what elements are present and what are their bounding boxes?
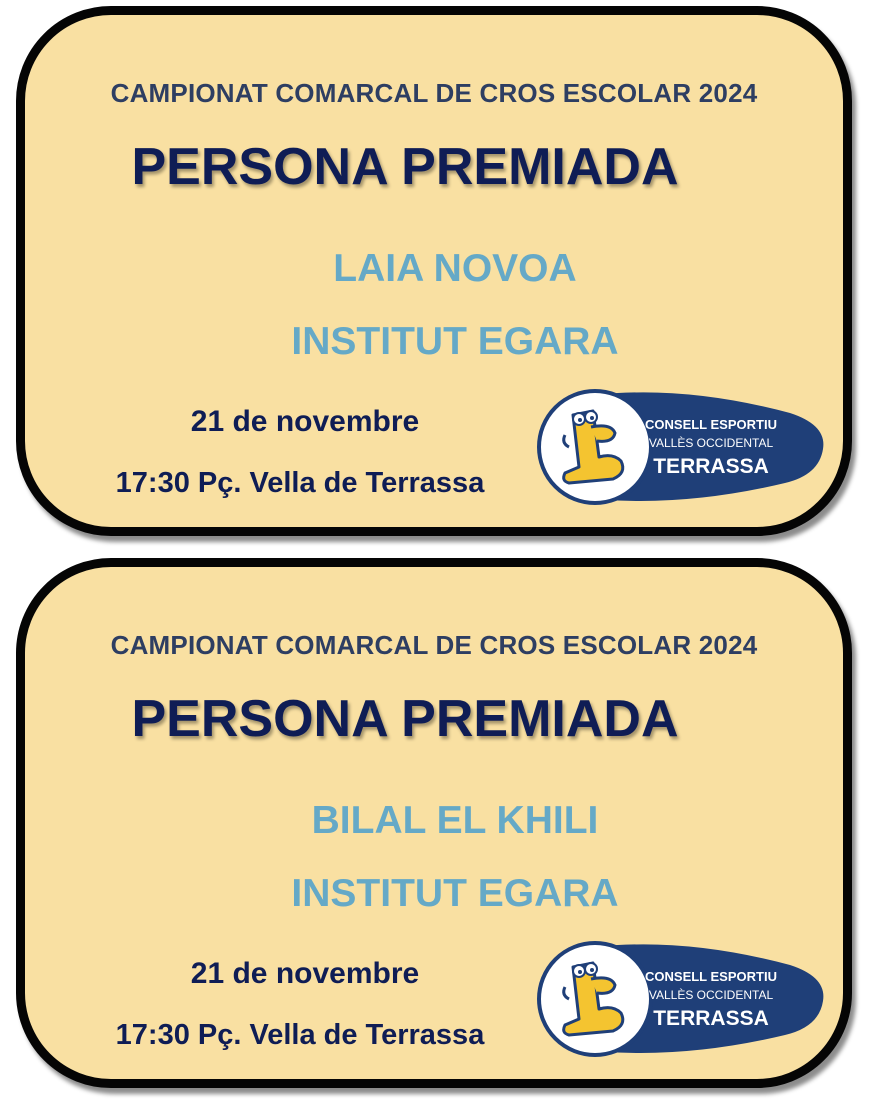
- winner-name: BILAL EL KHILI: [311, 799, 599, 842]
- consell-esportiu-logo: [535, 939, 825, 1059]
- award-title: PERSONA PREMIADA: [131, 138, 679, 196]
- event-title: CAMPIONAT COMARCAL DE CROS ESCOLAR 2024: [110, 630, 758, 660]
- event-time-place: 17:30 Pç. Vella de Terrassa: [115, 1019, 485, 1051]
- winner-school: INSTITUT EGARA: [291, 320, 619, 363]
- event-time-place: 17:30 Pç. Vella de Terrassa: [115, 467, 485, 499]
- logo-line-1: CONSELL ESPORTIU: [645, 417, 777, 432]
- winner-name: LAIA NOVOA: [333, 247, 577, 290]
- logo-line-2: VALLÈS OCCIDENTAL: [648, 436, 774, 450]
- award-card-1: [16, 6, 852, 536]
- logo-line-3: TERRASSA: [653, 455, 769, 478]
- event-date: 21 de novembre: [190, 405, 420, 438]
- award-title: PERSONA PREMIADA: [131, 690, 679, 748]
- logo-line-2: VALLÈS OCCIDENTAL: [648, 988, 774, 1002]
- logo-line-1: CONSELL ESPORTIU: [645, 969, 777, 984]
- consell-esportiu-logo: [535, 387, 825, 507]
- event-title: CAMPIONAT COMARCAL DE CROS ESCOLAR 2024: [110, 78, 758, 108]
- logo-line-3: TERRASSA: [653, 1007, 769, 1030]
- award-card-2: [16, 558, 852, 1088]
- winner-school: INSTITUT EGARA: [291, 872, 619, 915]
- event-date: 21 de novembre: [190, 957, 420, 990]
